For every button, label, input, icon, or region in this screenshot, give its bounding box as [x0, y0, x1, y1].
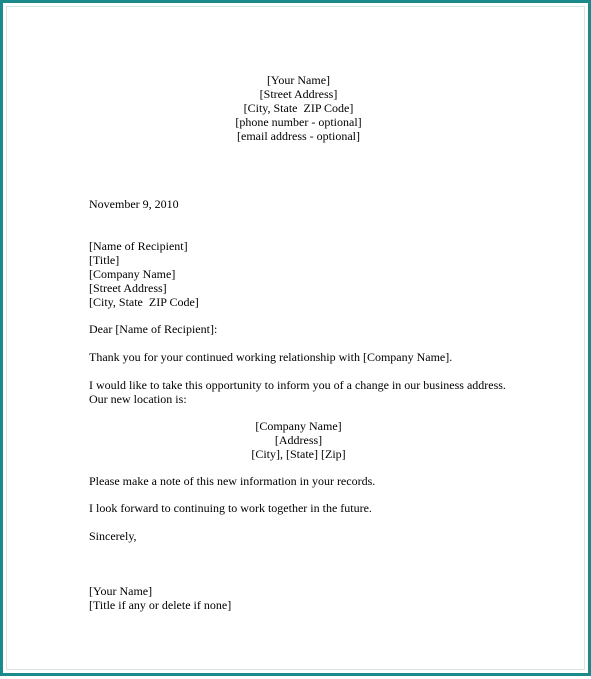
salutation: Dear [Name of Recipient]:: [89, 322, 218, 336]
new-address-company: [Company Name]: [255, 419, 342, 433]
sender-phone: [phone number - optional]: [235, 115, 362, 129]
sender-email: [email address - optional]: [237, 129, 360, 143]
body-paragraph-2-line-1: I would like to take this opportunity to inform you of a change in our business address.: [89, 378, 506, 392]
recipient-city-state-zip: [City, State ZIP Code]: [89, 295, 199, 309]
recipient-name: [Name of Recipient]: [89, 239, 188, 253]
body-paragraph-2: [89, 378, 549, 406]
new-address-city-state-zip: [City], [State] [Zip]: [251, 447, 346, 461]
letter-date: November 9, 2010: [89, 197, 179, 211]
signature-name: [Your Name]: [89, 584, 153, 598]
sender-address: [3, 73, 591, 143]
body-paragraph-2-line-2: Our new location is:: [89, 392, 187, 406]
recipient-company: [Company Name]: [89, 267, 176, 281]
letter: [3, 3, 591, 679]
recipient-street: [Street Address]: [89, 281, 167, 295]
recipient-title: [Title]: [89, 253, 120, 267]
body-paragraph-1: Thank you for your continued working relationship with [Company Name].: [89, 350, 453, 364]
closing: Sincerely,: [89, 529, 137, 543]
sender-name: [Your Name]: [266, 73, 331, 87]
signature-title: [Title if any or delete if none]: [89, 598, 232, 612]
body-paragraph-3: Please make a note of this new information in your records.: [89, 474, 376, 488]
recipient-address: [89, 239, 549, 309]
sender-city-state-zip: [City, State ZIP Code]: [243, 101, 354, 115]
new-address: [3, 419, 591, 461]
new-address-street: [Address]: [274, 433, 323, 447]
body-paragraph-4: I look forward to continuing to work together in the future.: [89, 501, 372, 515]
signature-block: [89, 584, 549, 612]
sender-street: [Street Address]: [259, 87, 338, 101]
